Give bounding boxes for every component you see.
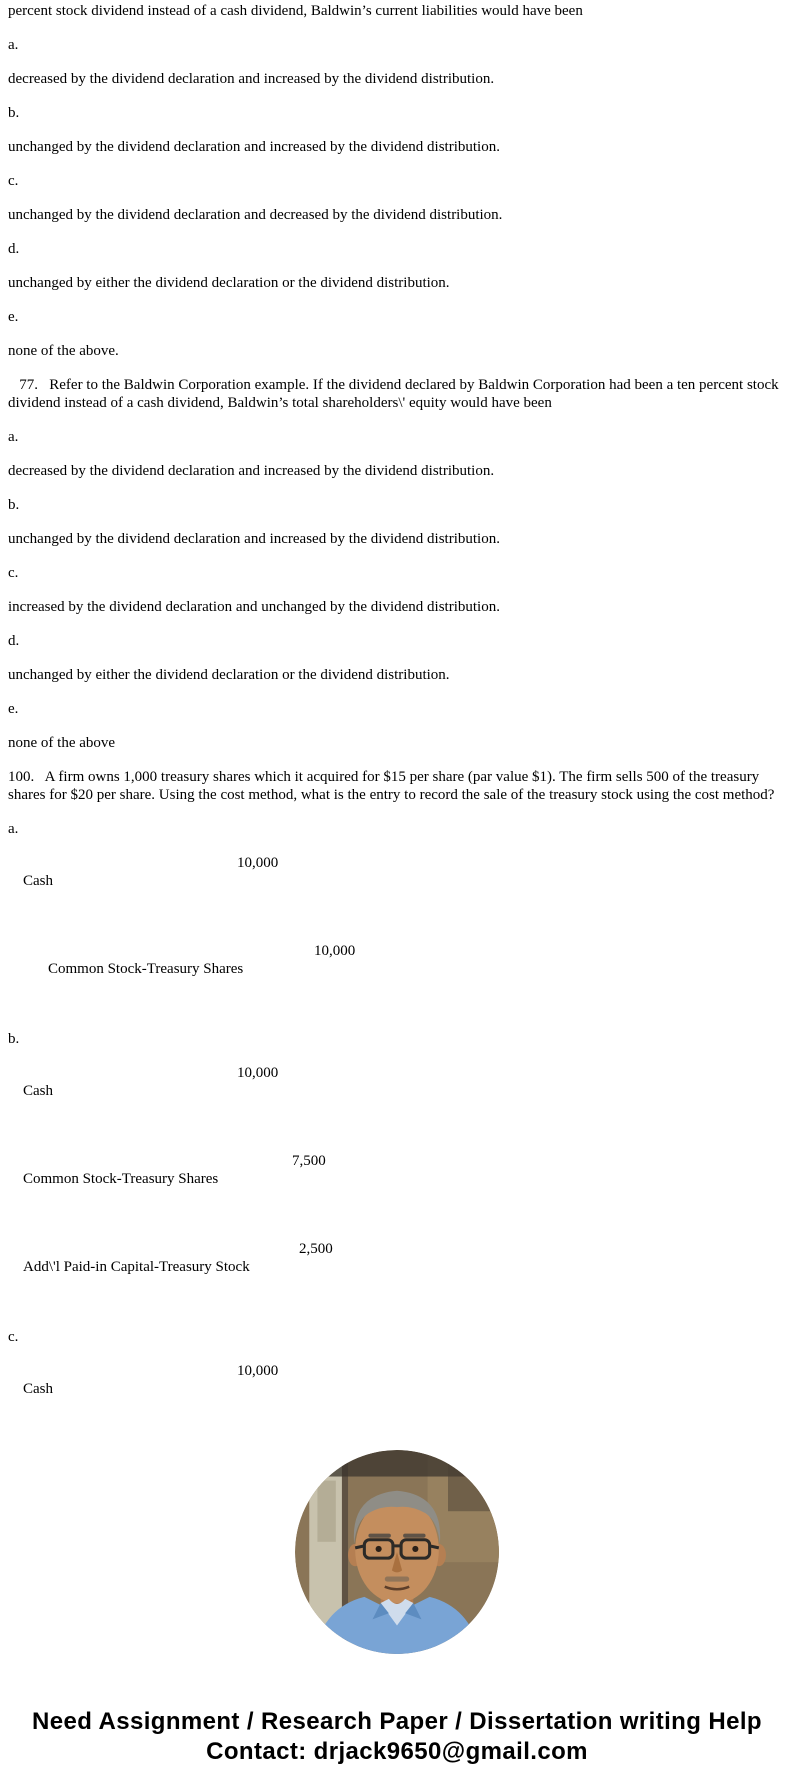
option-text: unchanged by the dividend declaration and increased by the dividend distribution. — [8, 139, 500, 155]
journal-entry-line — [8, 942, 786, 1014]
question-77-text: 77. Refer to the Baldwin Corporation example. If the dividend declared by Baldwin Corporation had been a ten percent stock dividend instead of a cash dividend, Baldwin’s total shareholders\' equity would have been — [8, 377, 783, 411]
account-label: Cash — [23, 1083, 53, 1099]
journal-entry-line — [8, 1064, 786, 1136]
entry-amount: 10,000 — [237, 855, 279, 871]
option-text: decreased by the dividend declaration and increased by the dividend distribution. — [8, 463, 495, 479]
option-text: unchanged by either the dividend declaration or the dividend distribution. — [8, 667, 450, 683]
account-label: Common Stock-Treasury Shares — [48, 961, 244, 977]
option-text: unchanged by the dividend declaration and increased by the dividend distribution. — [8, 531, 500, 547]
option-letter: c. — [8, 1329, 19, 1345]
option-letter: a. — [8, 821, 19, 837]
document-body — [8, 0, 786, 1434]
journal-entry-line — [8, 1362, 786, 1434]
entry-amount: 10,000 — [237, 1065, 279, 1081]
footer-contact-email: Contact: drjack9650@gmail.com — [206, 1738, 588, 1765]
journal-entry-line — [8, 854, 786, 926]
account-label: Add\'l Paid-in Capital-Treasury Stock — [23, 1259, 250, 1275]
option-letter: d. — [8, 241, 20, 257]
option-text: unchanged by either the dividend declaration or the dividend distribution. — [8, 275, 450, 291]
option-letter: a. — [8, 429, 19, 445]
account-label: Common Stock-Treasury Shares — [23, 1171, 219, 1187]
entry-amount: 10,000 — [237, 1363, 279, 1379]
question-76-tail: percent stock dividend instead of a cash dividend, Baldwin’s current liabilities would have been — [8, 3, 583, 19]
question-100-text: 100. A firm owns 1,000 treasury shares which it acquired for $15 per share (par value $1). The firm sells 500 of the treasury shares for $20 per share. Using the cost method, what is the entry to record the sale of the treasury stock using the cost method? — [8, 769, 775, 803]
entry-amount: 10,000 — [314, 943, 356, 959]
footer-heading: Need Assignment / Research Paper / Dissertation writing Help — [32, 1708, 762, 1735]
option-letter: a. — [8, 37, 19, 53]
option-letter: b. — [8, 1031, 20, 1047]
option-letter: e. — [8, 701, 19, 717]
tutor-avatar-photo — [295, 1450, 499, 1654]
option-text: increased by the dividend declaration and unchanged by the dividend distribution. — [8, 599, 500, 615]
option-letter: e. — [8, 309, 19, 325]
option-text: none of the above. — [8, 343, 119, 359]
option-letter: b. — [8, 105, 20, 121]
option-letter: d. — [8, 633, 20, 649]
account-label: Cash — [23, 1381, 53, 1397]
footer-ad — [15, 1707, 779, 1767]
entry-amount: 7,500 — [292, 1153, 326, 1169]
option-letter: c. — [8, 173, 19, 189]
option-letter: b. — [8, 497, 20, 513]
option-letter: c. — [8, 565, 19, 581]
journal-entry-line — [8, 1152, 786, 1224]
entry-amount: 2,500 — [299, 1241, 333, 1257]
journal-entry-line — [8, 1240, 786, 1312]
option-text: decreased by the dividend declaration and increased by the dividend distribution. — [8, 71, 495, 87]
option-text: unchanged by the dividend declaration and decreased by the dividend distribution. — [8, 207, 503, 223]
account-label: Cash — [23, 873, 53, 889]
avatar-container — [0, 1450, 794, 1654]
option-text: none of the above — [8, 735, 116, 751]
